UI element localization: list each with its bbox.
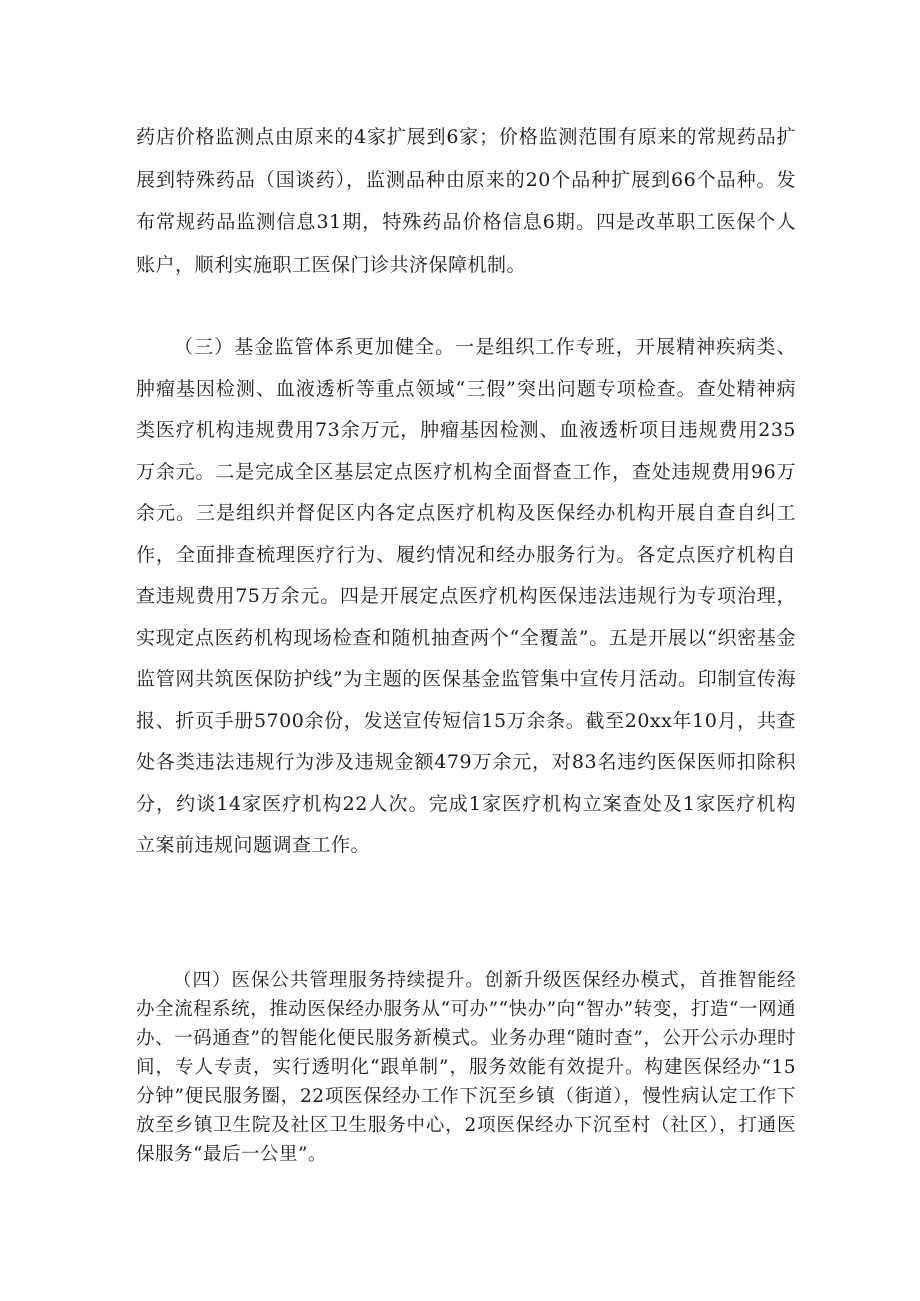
paragraph-drug-price-monitoring: 药店价格监测点由原来的4家扩展到6家；价格监测范围有原来的常规药品扩展到特殊药品（国谈药），监测品种由原来的20个品种扩展到66个品种。发布常规药品监测信息31期，特殊药品价格信息6期。四是改革职工医保个人账户，顺利实施职工医保门诊共济保障机制。: [136, 126, 796, 276]
paragraph-fund-supervision: （三）基金监管体系更加健全。一是组织工作专班，开展精神疾病类、肿瘤基因检测、血液透析等重点领域“三假”突出问题专项检查。查处精神病类医疗机构违规费用73余万元，肿瘤基因检测、血液透析项目违规费用235万余元。二是完成全区基层定点医疗机构全面督查工作，查处违规费用96万余元。三是组织并督促区内各定点医疗机构及医保经办机构开展自查自纠工作，全面排查梳理医疗行为、履约情况和经办服务行为。各定点医疗机构自查违规费用75万余元。四是开展定点医疗机构医保违法违规行为专项治理，实现定点医药机构现场检查和随机抽查两个“全覆盖”。五是开展以“织密基金监管网共筑医保防护线”为主题的医保基金监管集中宣传月活动。印制宣传海报、折页手册5700余份，发送宣传短信15万余条。截至20xx年10月，共查处各类违法违规行为涉及违规金额479万余元，对83名违约医保医师扣除积分，约谈14家医疗机构22人次。完成1家医疗机构立案查处及1家医疗机构立案前违规问题调查工作。: [136, 336, 796, 856]
paragraph-public-service: （四）医保公共管理服务持续提升。创新升级医保经办模式，首推智能经办全流程系统，推动医保经办服务从“可办”“快办”向“智办”转变，打造“一网通办、一码通查”的智能化便民服务新模式。业务办理“随时查”，公开公示办理时间，专人专责，实行透明化“跟单制”，服务效能有效提升。构建医保经办“15分钟”便民服务圈，22项医保经办工作下沉至乡镇（街道），慢性病认定工作下放至乡镇卫生院及社区卫生服务中心，2项医保经办下沉至村（社区），打通医保服务“最后一公里”。: [136, 970, 796, 1165]
